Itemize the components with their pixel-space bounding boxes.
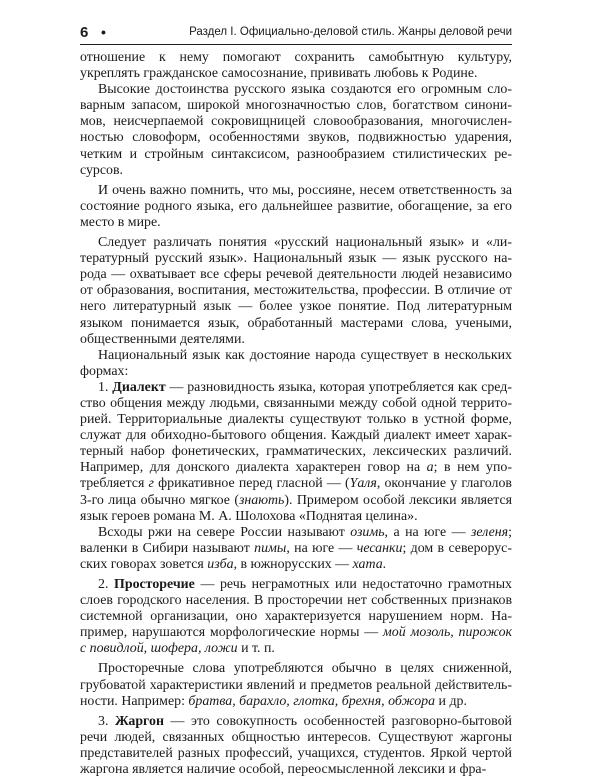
page-number: 6	[80, 24, 89, 41]
paragraph-dialect-examples: Всходы ржи на севере России называют озимь, а на юге — зеленя; валенки в Сибири называют пимы, на юге — чесанки; дом в северорусских говорах зовется изба, в южнорусских — хата.	[80, 524, 512, 572]
paragraph-continuation: отношение к нему помогают сохранить самобытную культуру, укреплять гражданское самосознание, прививать любовь к Родине.	[80, 50, 512, 82]
paragraph-responsibility: И очень важно помнить, что мы, россияне, несем ответственность за состояние родного языка, его дальнейшее развитие, обогащение, за его место в мире.	[80, 182, 512, 230]
term-dialect: Диалект	[112, 379, 166, 395]
paragraph-prostorechie-examples: Просторечные слова употребляются обычно в целях сниженной, грубоватой характеристики явлений и предметов реальной действительности. Например: братва, барахло, глотка, брехня, обжора и др.	[80, 661, 512, 709]
paragraph-forms-intro: Национальный язык как достояние народа существует в нескольких формах:	[80, 347, 512, 379]
dialect-number: 1.	[98, 379, 109, 395]
paragraph-prostorechie: 2. Просторечие — речь неграмотных или недостаточно грамотных слоев городского населения. В просторечии нет собственных признаков системной организации, оно характеризуется нарушением норм. Например, нарушаются морфологические нормы — мой мозоль, пирожок с повидлой, шофера, ложи и т. п.	[80, 577, 513, 657]
running-title: Раздел I. Официально-деловой стиль. Жанры деловой речи	[189, 26, 512, 38]
header-bullet: •	[101, 24, 106, 40]
jargon-number: 3.	[98, 713, 109, 729]
term-prostorechie: Просторечие	[114, 577, 195, 592]
term-jargon: Жаргон	[114, 713, 164, 729]
prostorechie-number: 2.	[98, 577, 109, 592]
body-text	[80, 50, 512, 778]
paragraph-jargon: 3. Жаргон — это совокупность особенностей разговорно-бытовой речи людей, связанных общностью интересов. Существуют жаргоны представителей разных профессий, учащихся, студентов. Яркой чертой жаргона является наличие особой, переосмысленной лексики и фра-	[80, 713, 512, 778]
paragraph-national-vs-literary: Следует различать понятия «русский национальный язык» и «литературный русский язык». Национальный язык — язык русского народа — охватывает все сферы речевой деятельности людей независимо от образования, воспитания, местожительства, профессии. В отличие от него литературный язык — более узкое понятие. Под литературным языком понимается язык, обработанный мастерами слова, учеными, общественными деятелями.	[80, 235, 512, 347]
paragraph-language-merits: Высокие достоинства русского языка создаются его огромным словарным запасом, широкой многозначностью слов, богатством синонимов, неисчерпаемой сокровищницей словообразования, многочисленностью словоформ, особенностями звуков, подвижностью ударения, четким и стройным синтаксисом, разнообразием стилистических ресурсов.	[80, 82, 512, 178]
page-header	[80, 24, 512, 45]
paragraph-dialect: 1. Диалект — разновидность языка, которая употребляется как средство общения между людьми, связанными между собой одной территорией. Территориальные диалекты существуют только в устной форме, служат для обиходно-бытового общения. Каждый диалект имеет характерный набор фонетических, грамматических, лексических различий. Например, для донского диалекта характерен говор на а; в нем употребляется г фрикативное перед гласной — (Үаля, окончание у глаголов 3-го лица обычно мягкое (знають). Примером особой лексики является язык героев романа М. А. Шолохова «Поднятая целина».	[80, 379, 512, 524]
